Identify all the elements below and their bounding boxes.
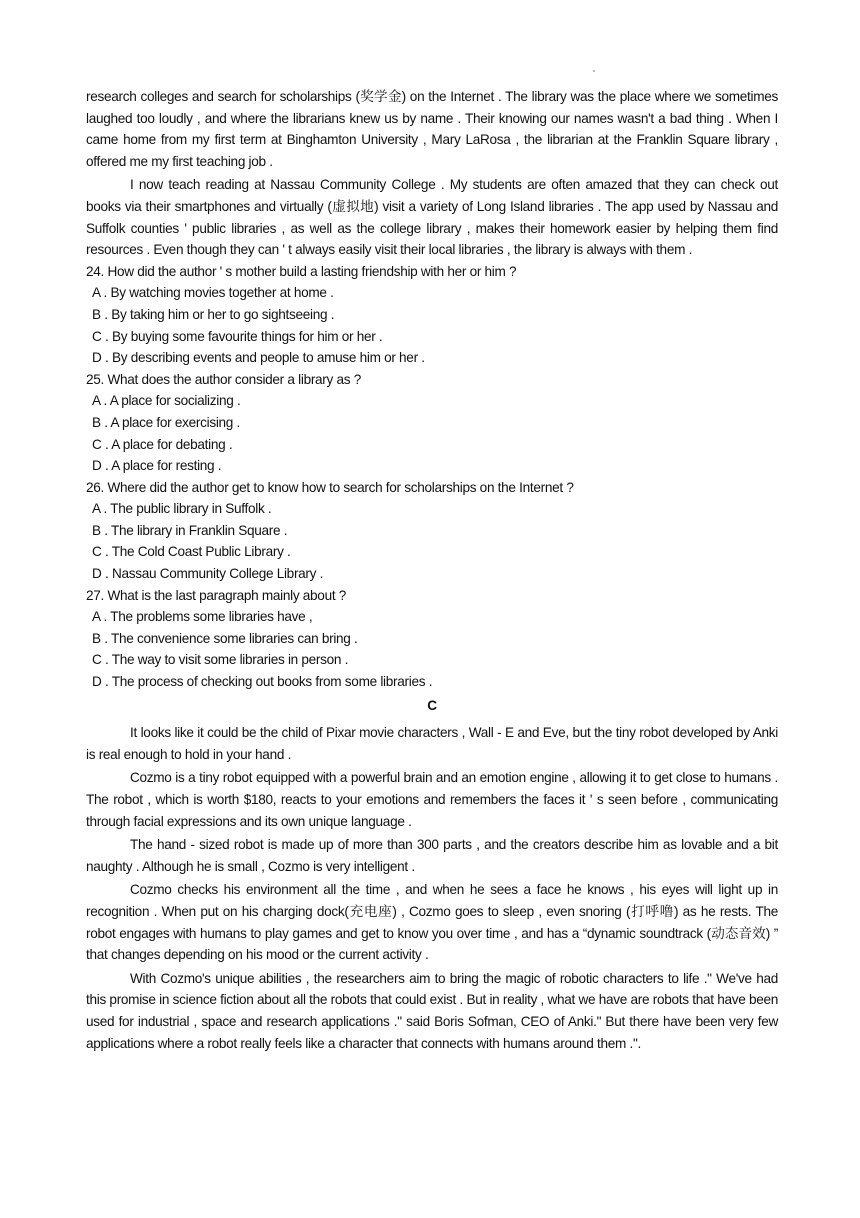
question-stem: 24. How did the author ' s mother build a lasting friendship with her or him ? [86,263,517,279]
question-stem: 25. What does the author consider a library as ? [86,371,362,387]
section-c-paragraph-1: It looks like it could be the child of Pixar movie characters , Wall - E and Eve, but the tiny robot developed by Anki is real enough to hold in your hand . [86,725,778,762]
section-c-paragraph-2: Cozmo is a tiny robot equipped with a powerful brain and an emotion engine , allowing it to get close to humans . The robot , which is worth $180, reacts to your emotions and remembers the faces it ' s seen before , communicating through facial expressions and its own unique language . [86,770,778,829]
section-c-paragraph-4: Cozmo checks his environment all the time , and when he sees a face he knows , his eyes will light up in recognition . When put on his charging dock(充电座) , Cozmo goes to sleep , even snoring (打呼噜) as he rests. The robot engages with humans to play games and get to know you over time , and has a “dynamic soundtrack (动态音效) ” that changes depending on his mood or the current activity . [86,882,778,963]
passage-b-paragraph-1: research colleges and search for scholarships (奖学金) on the Internet . The library was the place where we sometimes laughed too loudly , and where the librarians knew us by name . Their knowing our names wasn't a bad thing . When I came home from my first term at Binghamton University , Mary LaRosa , the librarian at the Franklin Square library , offered me my first teaching job . [86,89,778,169]
option-d: D . By describing events and people to amuse him or her . [92,350,425,366]
option-a: A . A place for socializing . [92,393,241,409]
option-c: C . The Cold Coast Public Library . [92,544,291,560]
option-c: C . By buying some favourite things for him or her . [92,328,383,344]
option-b: B . A place for exercising . [92,414,241,430]
option-b: B . The convenience some libraries can bring . [92,630,358,646]
question-24 [86,261,778,369]
question-25 [86,369,778,477]
option-b: B . The library in Franklin Square . [92,522,288,538]
option-c: C . The way to visit some libraries in person . [92,652,349,668]
question-stem: 26. Where did the author get to know how to search for scholarships on the Internet ? [86,479,574,495]
question-stem: 27. What is the last paragraph mainly about ? [86,587,347,603]
option-a: A . The problems some libraries have , [92,609,313,625]
scan-speck [593,70,595,72]
section-c-paragraph-3: The hand - sized robot is made up of more than 300 parts , and the creators describe him as lovable and a bit naughty . Although he is small , Cozmo is very intelligent . [86,837,778,874]
option-d: D . Nassau Community College Library . [92,566,324,582]
document-page [86,86,778,1054]
option-b: B . By taking him or her to go sightseeing . [92,306,335,322]
section-c-paragraph-5: With Cozmo's unique abilities , the researchers aim to bring the magic of robotic characters to life ." We've had this promise in science fiction about all the robots that could exist . But in reality , what we have are robots that have been used for industrial , space and research applications ." said Boris Sofman, CEO of Anki." But there have been very few applications where a robot really feels like a character that connects with humans around them .". [86,970,778,1051]
option-d: D . The process of checking out books from some libraries . [92,674,433,690]
option-c: C . A place for debating . [92,436,233,452]
passage-b-paragraph-2: I now teach reading at Nassau Community College . My students are often amazed that they can check out books via their smartphones and virtually (虚拟地) visit a variety of Long Island libraries . The app used by Nassau and Suffolk counties ' public libraries , as well as the college library , makes their homework easier by helping them find resources . Even though they can ' t always easily visit their local libraries , the library is always with them . [86,177,778,258]
section-c-heading: C [427,697,437,713]
question-26 [86,477,778,585]
option-a: A . The public library in Suffolk . [92,501,272,517]
question-27 [86,585,778,693]
option-d: D . A place for resting . [92,458,222,474]
option-a: A . By watching movies together at home . [92,285,334,301]
